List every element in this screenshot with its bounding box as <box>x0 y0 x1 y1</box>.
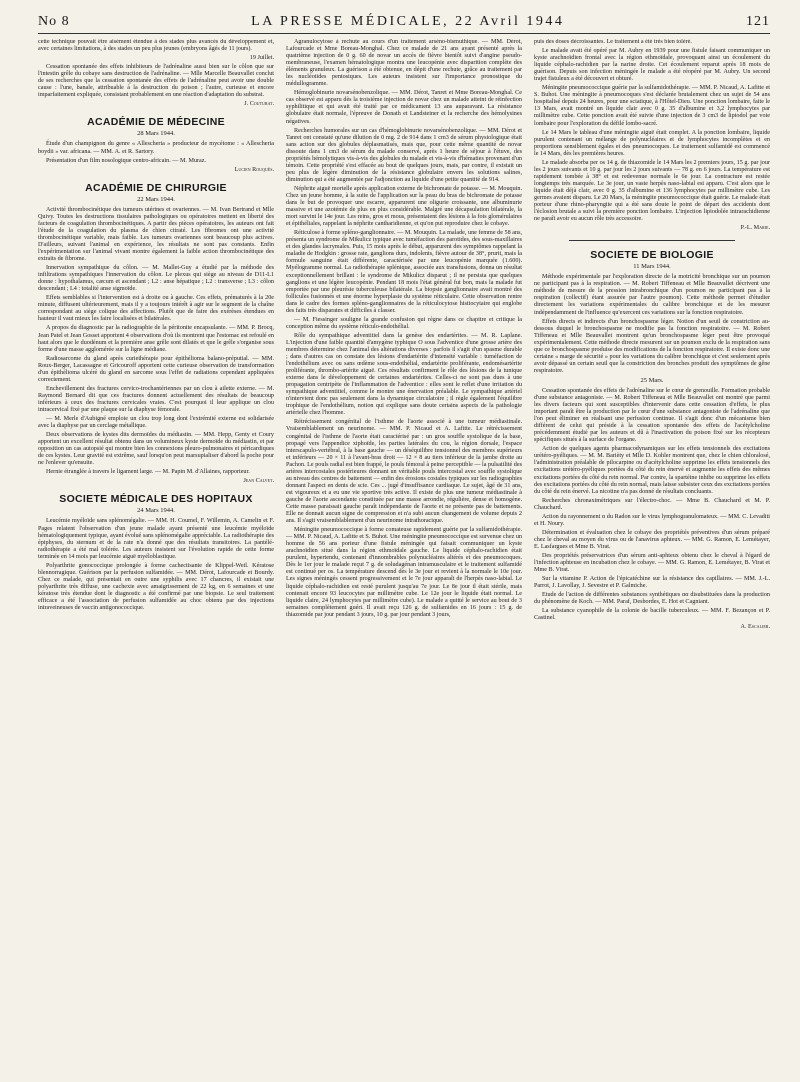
paragraph: Effets semblables si l'intervention est à droite ou à gauche. Ces effets, prématurés à la 20e minute, diffusent ultérieurement, mais il y a toujours intérêt à agir sur le segment de la chaîne correspondant au siège colique des affections. Plutôt que de faire des exérèses étendues en hauteur il vaut mieux les faire localisées et bilatérales. <box>38 295 274 323</box>
paragraph: Étude d'un champignon du genre « Allescheria » producteur de mycétome : « Allescheria boydii » var. africana. — MM. A. et R. Sartory. <box>38 141 274 155</box>
paragraph: La substance cyanophile de la colonie de bacille tuberculeux. — MM. F. Bezançon et P. Castinel. <box>534 608 770 622</box>
paragraph: Rôle du sympathique adventitiel dans la genèse des endartérites. — M. R. Laplane. L'injection d'une faible quantité d'amygène typhique O sous l'adventice d'une grosse artère des membres détermine chez l'animal des altérations diverses : parfois il s'agit d'un spasme durable ; dans d'autres cas on constate des lésions d'endartérite d'intensité variable : tuméfaction de l'endothélium avec ou sans œdème sous-endothélial, endartérite proliférante, endomésartérite proliférante, thrombo-artérite aiguë. Ces résultats confirment le rôle des lésions de la tunique externe dans le développement de certaines endartérites. Celles-ci ne sont pas dues à une propagation centripète de l'inflammation de l'adventice : elles sont le reflet d'une irritation du sympathique adventitiel, comme le montre une énervation préalable. Le sympathique artériel n'intervient donc pas seulement dans la dynamique circulatoire ; il règle également l'équilibre trophique de l'endothélium, notion qui explique sans doute certains aspects de la pathologie artérielle chez l'homme. <box>286 332 522 417</box>
paragraph: Méningite pneumococcique à forme comateuse rapidement guérie par la sulfamidothérapie. — MM. P. Nicaud, A. Lafitte et S. Buhot. Une méningite pneumococcique est survenue chez un homme de 56 ans porteur d'une fistule méningée qui faisait communiquer un kyste arachnoïdien situé dans la région ethmoïdale gauche. Le liquide céphalo-rachidien était purulent, hypertendu, contenant d'innombrables polynucléaires altérés et des pneumocoques. Dès le 1er jour le malade reçut 7 g. de soludagénan intramusculaire et le traitement sulfamidé est continué per os. La température descend dès le 3e jour et revient à la normale le 10e jour. Les signes méningés cessent progressivement et le 7e jour apparaît de l'herpès naso-labial. Le liquide céphalo-rachidien est resté purulent jusqu'au 7e jour. Le 8e jour il était stérile, mais contenait encore 93 leucocytes par millimètre cube. Le 12e jour le liquide était normal. Le liquide claire, 24 lymphocytes par millimètre cube). Le malade a quitté le service au bout de 3 semaines complètement guéri. Il avait reçu 126 g. de sulfamides en 16 jours : 15 g. de thiazomide par jour pendant 3 jours, 10 g. par jour pendant 3 jours, <box>286 527 522 618</box>
section-heading: ACADÉMIE DE CHIRURGIE <box>85 181 227 194</box>
column-1 <box>38 39 274 1059</box>
paragraph: Le malade absorba per os 14 g. de thiazomide le 14 Mars les 2 premiers jours, 15 g. par jour les 2 jours suivants et 10 g. par jour les 2 jours suivants — 78 g. en 6 jours. La température est rapidement tombée à 38° et est redevenue normale le 6e jour. La contracture est restée longtemps très marquée. Le 3e jour, un vaste herpès naso-labial est apparu. C'est alors que le liquide était déjà clair, avec 0 g. 35 d'albumine et 136 lymphocytes par millimètre cube. Les germes avaient disparu. Le 20 Mars, la méningite pneumococcique était guérie. Le malade était porteur d'une rhino-pharyngite qui a été sans doute le point de départ des accidents dont l'éclosion brutale a suivi la première ponction lombaire. L'injection lipiodolée intrarachidienne ne paraît avoir eu aucun rôle très accessoire. <box>534 159 770 223</box>
paragraph: Des propriétés préservatrices d'un sérum anti-aphteux obtenu chez le cheval à l'égard de l'infection aphteuse en incubation chez le cobaye. — MM. G. Ramon, E. Lemétayer, B. Virat et Mme B. Virat. <box>534 553 770 574</box>
paragraph: Activité thrombocinétique des tumeurs utérines et ovariennes. — M. Ivan Bertrand et Mlle Quivy. Toutes les destructions tissulaires pathologiques ou opératoires mettent en liberté des facteurs de coagulation thrombocinétiques. A partir des pièces opératoires, les auteurs ont fait l'étude de la coagulation du plasma de chien citraté. Les fibromes ont une activité thrombocinétique variable, mais faible. Les tumeurs ovariennes sont beaucoup plus actives. D'ailleurs, suivant l'animal en expérience, les résultats ne sont pas constants. Enfin l'expérimentation sur l'animal vivant montre également la faible action thrombocinétique des extraits de fibrome. <box>38 206 274 263</box>
author-signature: Jean Calvet. <box>243 478 274 485</box>
paragraph: Deux observations de kystes dits dermoïdes du médiastin. — MM. Hepp, Genty et Coury apportent un excellent résultat obtenu dans un volumineux kyste dermoïde du médiastin, et par opposition un cas autopsié qui montre bien les connexions pleuro-pulmonaires et péricardiques de ces kystes. Leur gravité est extrême, sauf lorsqu'on peut marsupialiser d'abord la poche pour ne l'enlever qu'ensuite. <box>38 432 274 467</box>
paragraph: puis des doses décroissantes. Le traitement a été très bien toléré. <box>534 39 692 45</box>
session-date: 24 Mars 1944. <box>137 507 175 515</box>
section-heading: ACADÉMIE DE MÉDECINE <box>87 116 225 129</box>
session-date: 19 Juillet. <box>249 55 274 62</box>
masthead-title: LA PRESSE MÉDICALE, 22 Avril 1944 <box>251 14 565 29</box>
page-header <box>38 14 770 34</box>
paragraph: Hémoglobinurie novarsénobenzolique. — MM. Dérot, Tanret et Mme Boreau-Monghal. Ce cas observé est apparu dès la troisième injection de novar chez un malade atteint de réinfection syphilitique et qui avait été traité par ce médicament 13 ans auparavant. La résistance globulaire était normale, l'épreuve de Donath et Landsteiner et la recherche des hémolysines négatives. <box>286 90 522 125</box>
paragraph: Rétrécissement congénital de l'isthme de l'aorte associé à une tumeur médiastinale. Vraisemblablement un neurinome. — MM. P. Nicaud et A. Lafitte. Le rétrécissement congénital de l'isthme de l'aorte était caractérisé par : un gros souffle systolique de la base, propagé vers l'appendice xiphoïde, les parties latérales du cou, la région dorsale, l'espace interscapulo-vertébral, à la base gauche — un déséquilibre tensionnel des membres supérieurs et inférieurs — 20 × 11 à l'avant-bras droit — 12 × 8 au tiers inférieur de la jambe droite au Pachon. Le pouls radial est bien frappé, le pouls fémoral à peine perceptible — la pulsatilité des artères intercostales postérieures donnant un véritable pouls intercostal avec souffle systolique au niveau des centres de battement — enfin des érosions costales typiques sur les radiographies donnant l'aspect en dents de scie. Ces ... jugé d'insuffisance cardiaque. Le sujet, âgé de 31 ans, est vigoureux et a eu une vie sportive très active. Il existe de plus une tumeur médiastinale à gauche de l'aorte ascendante constituée par une masse arrondie, régulière, dense et homogène. Cette masse paraissait gauche paraît indépendante de l'aorte et ne présente pas de battements. Elle ne donnait aucun signe de compression et n'a subi aucun changement de volume depuis 2 ans. Il s'agit vraisemblablement d'un neurinome intrathoracique. <box>286 419 522 525</box>
section-heading: SOCIETE MÉDICALE DES HOPITAUX <box>59 493 253 506</box>
paragraph: Effets directs et indirects d'un bronchospasme léger. Notion d'un seuil de constriction au-dessous duquel le bronchospasme ne modifie pas la fonction respiratoire. — M. Robert Tiffeneau et Mlle Beauvallet montrent qu'un bronchospasme léger peut être provoqué expérimentalement. Cette méthode directe mesurent sur un poumon exclu de la respiration sans que ce bronchospasme produise des modifications de la fonction respiratoire. Il existe donc une certaine « marge de sécurité » pour les variations du calibre bronchique et c'est seulement après avoir dépassé un certain seuil que la constriction des bronches produit des symptômes de gêne respiratoire. <box>534 318 770 374</box>
paragraph: — M. Fiessinger souligne la grande confusion qui règne dans ce chapitre et critique la conception même du système réticulo-endothélial. <box>286 316 522 330</box>
session-date: 11 Mars 1944. <box>633 263 671 271</box>
paragraph: Le 14 Mars le tableau d'une méningite aiguë était complet. A la ponction lombaire, liquide purulent contenant un mélange de polynucléaires et de lymphocytes incomplètes et en proportions sensiblement égales et des pneumocoques. Le traitement sulfamidé est commencé le 14 Mars, dès les premières heures. <box>534 129 770 157</box>
column-2 <box>286 39 522 1059</box>
paragraph: Enchevillement des fractures cervico-trochantériennes par un clou à ailette externe. — M. Raymond Bernard dit que ces fractures donnent actuellement des résultats de beaucoup inférieurs à ceux des fractures cervicales vraies. C'est pourquoi il leur applique un clou intracervical fixé par une plaque sur la diaphyse fémorale. <box>38 385 274 413</box>
article-columns <box>38 39 770 1059</box>
author-signature: Lucien Rouquès. <box>234 166 274 173</box>
paragraph: Etude de l'action de différentes substances synthétiques αα disubstituées dans la production du phénomène de Koch. — MM. Paraf, Desbordes, E. Hot et Cagniant. <box>534 592 770 606</box>
paragraph: Cessation spontanée des effets de l'adrénaline sur le cœur de grenouille. Formation probable d'une substance antagoniste. — M. Robert Tiffeneau et Mlle Beauvallet ont montré que parmi les divers facteurs qui sont susceptibles d'intervenir dans cette cessation d'effets, le plus important paraît être la production par le cœur d'une substance antagoniste de l'adrénaline que l'on peut éliminer en réalisant une perfusion continue. Il s'agit donc d'un mécanisme bien différent de celui qui préside à la cessation spontanée des effets de l'acétylcholine précédemment étudié par les auteurs et dû à l'inactivation du poison fixé sur les récepteurs spécifiques situés à la surface de l'organe. <box>534 387 770 444</box>
paragraph: Détermination et évaluation chez le cobaye des propriétés préventives d'un sérum préparé chez le cheval au moyen du virus ou de l'anavirus aphteux. — MM. G. Ramon, E. Lemétayer, E. Lasfargues et Mme B. Virat. <box>534 529 770 550</box>
paragraph: Cessation spontanée des effets inhibiteurs de l'adrénaline aussi bien sur le côlon que sur l'intestin grêle du cobaye sans destruction de l'adrénaline. — Mlle Marcelle Beauvallet conclut de ses recherches que la cessation spontanée des effets de l'adrénaline peut avoir une double cause : l'une, banale, attribuable à la destruction du poison ; l'autre, curieuse et encore imparfaitement expliquée, consistant probablement en une réaction d'adaptation du substrat. <box>38 64 274 99</box>
paragraph: Recherches humorales sur un cas d'hémoglobinurie novarsénobenzolique. — MM. Dérot et Tanret ont constaté qu'une dilution de 0 mg. 2 de 914 dans 1 cm3 de sérum physiologique était sans action sur des globules déplasmatisés, mais que, pour cette même quantité de novar dissoute dans 1 cm3 de sérum du malade conservé, après 1 heure de séjour à l'étuve, des propriétés hémolytiques vis-à-vis des globules du malade et vis-à-vis d'hématies provenant d'un témoin. Cette propriété s'est effacée au bout de quelques jours, mais, par contre, il existait un peu plus de légère diminution de la résistance globulaire envers les solutions salines, diminution qui a été augmentée par l'adjonction au liquide d'une petite quantité de 914. <box>286 127 522 183</box>
paragraph: Méthode expérimentale par l'exploration directe de la motricité bronchique sur un poumon ne participant pas à la respiration. — M. Robert Tiffeneau et Mlle Beauvallet décrivent une méthode de mesure de la pression intrabronchique d'un poumon ne participant pas à la respiration (collectif) étant assurée par l'autre poumon). Cette méthode permet d'étudier directement les variations expérimentales du calibre bronchique et de les mesurer indépendamment de l'influence qu'exercent ces variations sur la fonction respiratoire. <box>534 274 770 316</box>
paragraph: Action de quelques agents pharmacodynamiques sur les effets tensionnels des excitations urétéro-pyéliques. — M. M. Barièty et Mlle D. Kohler montrent que, chez le chien chloralosé, l'administration préalable de pilocarpine ou d'acétylcholine supprime les effets tensionnels des excitations urétéro-pyéliques portées du côté du rein énervé et augmente les effets des mêmes excitations portées du côté du rein normal. Par contre, la spartéine inhibe ou supprime les effets des excitations portées du côté du rein normal, mais laisse subsister ceux des excitations portées du côté du rein énervé. La nicotine n'a pas donné de résultats concluants. <box>534 446 770 495</box>
paragraph: Innervation sympathique du côlon. — M. Mallet-Guy a étudié par la méthode des infiltrations sympathiques l'innervation du côlon. Le plexus qui siège au niveau de D11-L1 donne : hypothalamus, cæcum et ascendant ; L2 : anse hépatique ; L2 : transverse ; L3 : côlon descendant ; L4 : totalité anse sigmoïde. <box>38 265 274 293</box>
session-date: 22 Mars 1944. <box>137 195 175 203</box>
paragraph: Recherches chronaximétriques sur l'électro-choc. — Mme B. Chauchard et M. P. Chauchard. <box>534 497 770 511</box>
paragraph: — M. Merle d'Aubigné emploie un clou trop long dont l'extrémité externe est solidarisée avec la diaphyse par un cerclage métallique. <box>38 416 274 430</box>
paragraph: Le malade avait été opéré par M. Aubry en 1939 pour une fistule faisant communiquer un kyste arachnoïdien frontal avec la région ethmoïdale, provoquant ainsi un écoulement du liquide céphalo-rachidien par la narine droite. Cet écoulement reparut après 18 mois de guérison. Depuis son infection méningée le malade a été réopéré par M. Aubry. Un second trajet fistuleux a été découvert et obturé. <box>534 48 770 83</box>
issue-number: No 8 <box>38 14 70 29</box>
paragraph: Néphrite aiguë mortelle après application externe de bichromate de potasse. — M. Mouquin. Chez un jeune homme, à la suite de l'application sur la peau du bras de bichromate de potasse dans le but de provoquer une escarre, apparurent une oligurie croissante, une albuminurie massive et une azotémie de plus en plus considérable. Malgré une décapsulation bilatérale, la mort survint le 14e jour. Les reins, gros et mous, présentaient des lésions à la fois glomérulaires et épithéliales, rappelant la néphrite cantharidienne, et qu'on put reproduire chez le cobaye. <box>286 185 522 228</box>
paragraph: Action du rayonnement α du Radon sur le virus lymphogranulomateux. — MM. C. Levaditi et H. Noury. <box>534 513 770 527</box>
section-heading: SOCIETE DE BIOLOGIE <box>590 249 714 262</box>
paragraph: A propos du diagnostic par la radiographie de la péritonite encapsulante. — MM. P. Brocq, Jean Patel et Jean Gosset apportent 4 observations d'où ils montrent que l'estomac est refoulé en haut alors que le duodénum et la première anse grêle sont dilatés et que le grêle s'organise sous forme d'une masse agglomérée sur la ligne médiane. <box>38 325 274 353</box>
paragraph: Réticulose à forme spléno-ganglionnaire. — M. Mouquin. La malade, une femme de 58 ans, présenta un syndrome de Mikulicz typique avec tuméfaction des parotides, des sous-maxillaires et des glandes lacrymales. Puis, 15 mois après le début, apparurent des symptômes rappelant la maladie de Hodgkin : grosse rate, ganglions durs, indolents, fièvre autour de 38°, prurit, mais la formule sanguine était différente, caractérisée par une leucopénie marquée (1.600). Myélogramme normal. La radiothérapie splénique, associée aux transfusions, donna un résultat exceptionnellement brillant : le syndrome de Mikulicz disparut ; il ne persista que quelques ganglions et une légère leucopénie. Pendant 18 mois l'état général fut bon, mais la malade fut emportée par une pleurésie tuberculeuse bilatérale. La biopsie ganglionnaire avait montré des follicules fusionnés et une énorme hyperplasie du système réticulaire. Cette observation rentre dans le cadre des formes spléno-ganglionnaires de la réticulocytose histiocytaire qui englobe des faits très disparates et difficiles à classer. <box>286 230 522 314</box>
paragraph: Radiosarcome du gland après curiethérapie pour épithélioma balano-préputial. — MM. Roux-Berger, Lacassagne et Gricouroff apportent cette curieuse observation de transformation d'un épithélioma ulcéré du gland en sarcome sous l'effet de radiations cependant appliquées correctement. <box>38 355 274 383</box>
paragraph: Agranulocytose à rechute au cours d'un traitement arséno-bismuthique. — MM. Dérot, Lafourcade et Mme Boreau-Monghal. Chez ce malade de 21 ans ayant présenté après la quatrième injection de 0 g. 60 de novar un accès de fièvre bientôt suivi d'angine pseudo-membraneuse, l'examen hématologique montra une leucopénie avec disparition complète des éléments granuleux. La guérison a été obtenue, en dépit d'une rechute, grâce au traitement par les nucléotides pentosiques. Les auteurs insistent sur l'importance pronostique du médullogramme. <box>286 39 522 88</box>
page-number: 121 <box>745 14 770 29</box>
paragraph: Leucémie myéloïde sans splénomégalie. — MM. H. Coumel, F. Willemin, A. Camelin et F. Pages relatent l'observation d'un jeune malade ayant présenté une leucémie myéloïde hématologiquement typique, ayant évolué sans splénomégalie appréciable. La radiothérapie des épiphyses, du sternum et de la rate n'a donné que des résultats transitoires. La pantélé-radiothérapie a été mal tolérée. Les auteurs insistent sur l'évolution rapide de cette forme terminée en 14 mois par leucémie aiguë myéloblastique. <box>38 518 274 560</box>
author-signature: J. Couturat. <box>244 101 274 108</box>
paragraph: Hernie étranglée à travers le ligament large. — M. Papin M. d'Allaines, rapporteur. <box>46 469 250 476</box>
paragraph: Polyarthrite gonococcique prolongée à forme cachectisante de Klippel-Weil. Kératose blennorragique. Guérison par la perfusion sulfamidée. — MM. Dérot, Lafourcade et Bourdy. Chez ce malade, qui présentait en outre une syphilis avec 17 chancres, il existait une polyarthrite très diffuse, une cachexie avec amaigrissement de 22 kg, en 6 semaines et une kératose très étendue dont le diagnostic a été confirmé par une biopsie. Le seul traitement efficace a été l'association de perfusion sulfamidée au choc obtenu par des injections intraveineuses de vaccin antigonococcique. <box>38 562 274 612</box>
session-date: 25 Mars. <box>640 376 664 384</box>
column-3 <box>534 39 770 1059</box>
section-divider <box>569 240 734 241</box>
session-date: 28 Mars 1944. <box>137 130 175 138</box>
paragraph: Méningite pneumococcique guérie par la sulfamidothérapie. — MM. P. Nicaud, A. Lafitte et S. Buhot. Une méningite à pneumocoques s'est déclarée brutalement chez un sujet de 54 ans hospitalisé depuis 24 heures, pour une sciatique, à l'Hôtel-Dieu. Une ponction lombaire, faite le 13 Mars, avait montré un liquide clair avec 0 g. 35 d'albumine et 3,2 lymphocytes par millimètre cube. Cette ponction avait été suivie d'une injection de 3 cm3 de lipiodol par voie lombaire pour l'exploration du défilé lombo-sacré. <box>534 85 770 127</box>
author-signature: A. Escalier. <box>740 624 770 631</box>
paragraph: Sur la vitamine P. Action de l'épicatéchine sur la résistance des capillaires. — MM. J.-L. Parrot, J. Lavollay, J. Sevestre et P. Galmiche. <box>534 576 770 590</box>
paragraph: Présentation d'un film nosologique centro-africain. — M. Muraz. <box>46 157 207 164</box>
paragraph: cette technique pouvait être aisément étendue à des stades plus avancés du développement et, avec certaines limitations, à des stades un peu plus jeunes (embryons âgés de 11 jours). <box>38 39 274 53</box>
author-signature: P.-L. Marie. <box>740 225 770 232</box>
